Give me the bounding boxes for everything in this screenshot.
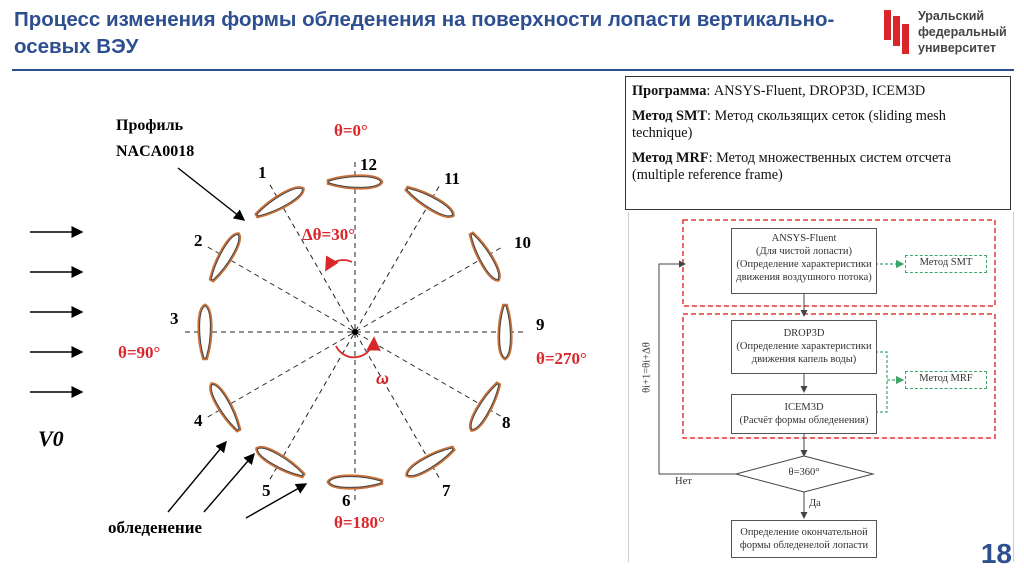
pos-10: 10 (514, 233, 531, 252)
blade-profile (255, 444, 305, 479)
delta-theta-label: Δθ=30° (302, 225, 356, 244)
profile-label-line-2: NACA0018 (116, 143, 195, 160)
blade-profile (405, 184, 455, 219)
pos-8: 8 (502, 413, 511, 432)
wind-arrows (30, 232, 82, 392)
mrf-label: Метод MRF (632, 149, 709, 166)
logo-line-3: университет (918, 41, 996, 55)
blade-profile (255, 184, 305, 219)
program-value: : ANSYS-Fluent, DROP3D, ICEM3D (706, 83, 926, 99)
pos-6: 6 (342, 491, 351, 510)
theta-270-label: θ=270° (536, 349, 587, 368)
info-mrf (632, 150, 1004, 185)
blade (467, 382, 502, 432)
node-ansys-fluent (731, 228, 877, 294)
blade (200, 306, 211, 358)
node2-line1: DROP3D (783, 328, 825, 339)
node-icem3d (731, 394, 877, 434)
profile-label-line-1: Профиль (116, 117, 184, 134)
smt-label: Метод SMT (632, 107, 708, 124)
wind-label: V0 (38, 426, 64, 451)
method-mrf-box: Метод MRF (905, 371, 987, 389)
program-label: Программа (632, 83, 707, 99)
theta-180-label: θ=180° (334, 513, 385, 532)
ice-pointer-2-icon (204, 454, 254, 512)
pos-11: 11 (444, 169, 461, 188)
blade (500, 306, 511, 358)
node3-line1: ICEM3D (784, 402, 824, 413)
pos-4: 4 (194, 411, 203, 430)
pos-12: 12 (360, 155, 377, 174)
node-drop3d (731, 320, 877, 374)
node1-line3: (Определение характеристики (736, 259, 872, 270)
ice-pointer-3-icon (246, 484, 306, 518)
node1-line2: (Для чистой лопасти) (756, 246, 852, 257)
final-line1: Определение окончательной (740, 527, 868, 538)
blade (255, 184, 305, 219)
blade (207, 382, 242, 432)
loop-label: θi+1=θi+Δθ (641, 342, 653, 393)
node1-line1: ANSYS-Fluent (771, 233, 837, 244)
rotor-center (352, 329, 358, 335)
blade (329, 477, 381, 488)
pos-1: 1 (258, 163, 267, 182)
pos-9: 9 (536, 315, 545, 334)
method-smt-box: Метод SMT (905, 255, 987, 273)
node3-line2: (Расчёт формы обледенения) (739, 415, 869, 426)
decision-label: θ=360° (788, 467, 820, 478)
delta-theta-arc-icon (326, 260, 352, 270)
blade (207, 232, 242, 282)
profile-pointer-icon (178, 168, 244, 220)
theta-90-label: θ=90° (118, 343, 161, 362)
pos-7: 7 (442, 481, 451, 500)
pos-2: 2 (194, 231, 203, 250)
omega-label: ω (376, 368, 390, 388)
info-program (632, 83, 1004, 101)
info-smt (632, 108, 1004, 143)
blade-profile (467, 382, 502, 432)
info-box (625, 76, 1011, 210)
logo-line-1: Уральский (918, 9, 985, 23)
slide-title: Процесс изменения формы обледенения на поверхности лопасти вертикально-осевых ВЭУ (14, 8, 835, 58)
node-final (731, 520, 877, 558)
university-logo (884, 8, 1014, 60)
blade (405, 444, 455, 479)
slide-number: 18 (980, 538, 1012, 569)
smt-value: : Метод скользящих сеток (sliding mesh technique) (632, 107, 946, 141)
blade-profile (207, 232, 242, 282)
blade-profile (405, 444, 455, 479)
node2-line2: (Определение характеристики (736, 341, 872, 352)
ice-label: обледенение (108, 518, 203, 537)
blade-profile (467, 232, 502, 282)
ice-pointer-1-icon (168, 442, 226, 512)
blade (329, 177, 381, 188)
mrf-value: : Метод множественных систем отсчета (multiple reference frame) (632, 149, 952, 183)
blade (467, 232, 502, 282)
final-line2: формы обледенелой лопасти (739, 540, 869, 551)
yes-label: Да (809, 498, 821, 509)
logo-mark-icon (884, 10, 910, 56)
logo-line-2: федеральный (918, 25, 1007, 39)
no-label: Нет (675, 476, 692, 487)
blade (255, 444, 305, 479)
flowchart-panel (628, 212, 1014, 562)
node1-line4: движения воздушного потока) (736, 272, 872, 283)
blade (405, 184, 455, 219)
logo-text (918, 8, 1007, 56)
pos-3: 3 (170, 309, 179, 328)
node2-line3: движения капель воды) (751, 354, 857, 365)
blade-profile (207, 382, 242, 432)
theta-0-label: θ=0° (334, 121, 368, 140)
pos-5: 5 (262, 481, 271, 500)
